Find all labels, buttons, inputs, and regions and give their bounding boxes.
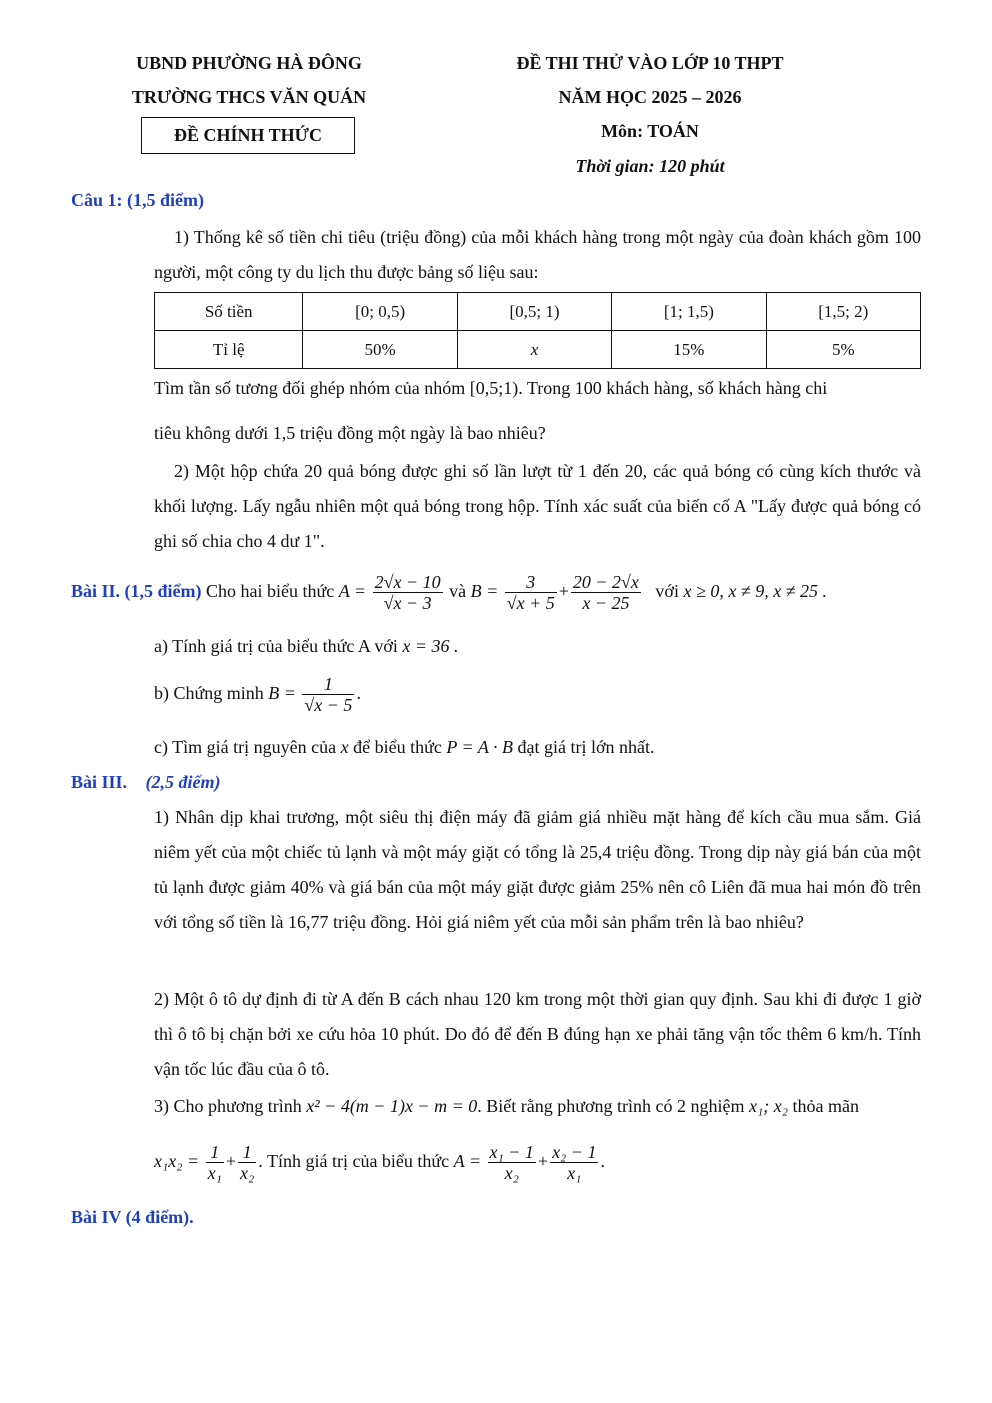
text: đạt giá trị lớn nhất. [517,737,655,757]
expr-B-fraction-2 [571,572,641,613]
fraction [238,1142,256,1183]
fraction-numerator: x₁ − 1 [489,1142,534,1163]
question-1-part2-text: 2) Một hộp chứa 20 quả bóng được ghi số lần lượt từ 1 đến 20, các quả bóng có cùng kích thước và khối lượng. Lấy ngẫu nhiên một quả bóng trong hộp. Tính xác suất của biến cố A "Lấy được quả bóng có ghi số chia cho 4 dư 1". [154,461,921,551]
question-2c [154,737,655,758]
math: x [340,737,349,757]
header-time: Thời gian: 120 phút [575,156,725,176]
fraction-numerator: 2√x − 10 [374,572,441,593]
plus-sign: + [537,1151,549,1171]
question-3-title [71,772,221,793]
math: B = [268,683,296,703]
text: c) Tìm giá trị nguyên của [154,737,337,757]
math: A = [453,1151,481,1171]
question-3-part2-text: 2) Một ô tô dự định đi từ A đến B cách nhau 120 km trong một thời gian quy định. Sau khi đi được 1 giờ thì ô tô bị chặn bởi xe cứu hỏa 10 phút. Do đó để đến B đúng hạn xe phải tăng vận tốc thêm 6 km/h. Tính vận tốc lúc đầu của ô tô. [154,989,921,1079]
header-right-line2: NĂM HỌC 2025 – 2026 [558,87,742,107]
text: Tìm tần số tương đối ghép nhóm của nhóm [154,378,466,398]
text: . Biết rằng phương trình có 2 nghiệm [477,1096,745,1116]
question-1-part1-ask [154,378,827,399]
fraction-numerator: 3 [505,572,557,593]
fraction-numerator: 1 [206,1142,224,1163]
question-1-title: Câu 1: (1,5 điểm) [71,190,204,210]
text: Cho hai biểu thức [206,581,335,601]
question-2-header [71,566,827,616]
fraction-denominator: x₂ [504,1163,519,1184]
expr-B-lhs: B = [470,581,499,601]
fraction-numerator: 1 [302,674,354,695]
plus-sign: + [225,1151,237,1171]
math-number: 1,5 [272,423,296,443]
table-cell: x [457,331,611,369]
fraction-denominator: x − 25 [582,593,630,614]
text: . [356,683,361,703]
expr-A-fraction [373,572,443,613]
question-4-title: Bài IV (4 điểm). [71,1207,194,1227]
table-cell: 50% [303,331,457,369]
math: x₁; x₂ [748,1096,788,1116]
table-cell: Số tiền [155,293,303,331]
table-row [155,331,921,369]
expr-B-fraction-1 [505,572,557,613]
text: . [600,1151,605,1171]
fraction-denominator: √x + 5 [506,593,555,614]
math: P = A · B [446,737,513,757]
question-3-part3-line1 [154,1096,859,1117]
question-2b [154,668,361,718]
text: . Tính giá trị của biểu thức [258,1151,450,1171]
spending-table [154,292,921,369]
table-cell: [0,5; 1) [457,293,611,331]
text: . Trong 100 khách hàng, số khách hàng chi [518,378,828,398]
fraction [302,674,354,715]
text: 3) Cho phương trình [154,1096,302,1116]
text: b) Chứng minh [154,683,264,703]
fraction-denominator: √x − 3 [383,593,432,614]
fraction [488,1142,536,1183]
math: x₁x₂ = [154,1151,200,1171]
question-3-part3-line2 [154,1136,605,1186]
question-1-part1-ask-2 [154,423,546,444]
header-left-line1: UBND PHƯỜNG HÀ ĐÔNG [136,53,362,73]
table-row [155,293,921,331]
text: tiêu không dưới [154,423,269,443]
text: a) Tính giá trị của biểu thức A với [154,636,398,656]
table-cell: 15% [612,331,766,369]
fraction [550,1142,598,1183]
table-cell: [1; 1,5) [612,293,766,331]
math: x = 36 . [402,636,459,656]
table-cell: Tỉ lệ [155,331,303,369]
text: và [449,581,467,601]
question-2a [154,636,459,657]
fraction-numerator: x₂ − 1 [552,1142,597,1163]
table-cell: [0; 0,5) [303,293,457,331]
expr-A-lhs: A = [338,581,367,601]
fraction-denominator: √x − 5 [304,695,353,716]
question-1-part1-text: 1) Thống kê số tiền chi tiêu (triệu đồng) của mỗi khách hàng trong một ngày của đoàn khách gồm 100 người, một công ty du lịch thu được bảng số liệu sau: [154,227,921,282]
text: thỏa mãn [792,1096,859,1116]
text: Bài III. [71,772,128,792]
condition: x ≥ 0, x ≠ 9, x ≠ 25 . [683,581,828,601]
header-right-line1: ĐỀ THI THỬ VÀO LỚP 10 THPT [516,53,784,73]
question-2-title: Bài II. (1,5 điểm) [71,581,202,601]
fraction-numerator: 20 − 2√x [572,572,639,593]
plus-sign: + [558,581,569,601]
text: (2,5 điểm) [145,772,221,792]
fraction-denominator: x₁ [567,1163,582,1184]
math: x² − 4(m − 1)x − m = 0 [306,1096,478,1116]
header-subject: Môn: TOÁN [601,121,699,141]
text: để biểu thức [353,737,442,757]
text: với [655,581,679,601]
text: triệu đồng một ngày là bao nhiêu? [299,423,546,443]
fraction-denominator: x₂ [240,1163,255,1184]
question-3-part1-text: 1) Nhân dịp khai trương, một siêu thị điện máy đã giảm giá nhiều mặt hàng để kích cầu mua sắm. Giá niêm yết của một chiếc tủ lạnh và một máy giặt có tổng là 25,4 triệu đồng. Trong dịp này giá bán của một tủ lạnh được giảm 40% và giá bán của một máy giặt được giảm 25% nên cô Liên đã mua hai món đồ trên với tổng số tiền là 16,77 triệu đồng. Hỏi giá niêm yết của mỗi sản phẩm trên là bao nhiêu? [154,807,921,932]
table-cell: 5% [766,331,920,369]
math-interval: [0,5;1) [469,378,519,398]
fraction-numerator: 1 [238,1142,256,1163]
fraction-denominator: x₁ [207,1163,222,1184]
fraction [206,1142,224,1183]
table-cell: [1,5; 2) [766,293,920,331]
header-left-line2: TRƯỜNG THCS VĂN QUÁN [131,87,367,107]
official-badge: ĐỀ CHÍNH THỨC [141,117,355,154]
